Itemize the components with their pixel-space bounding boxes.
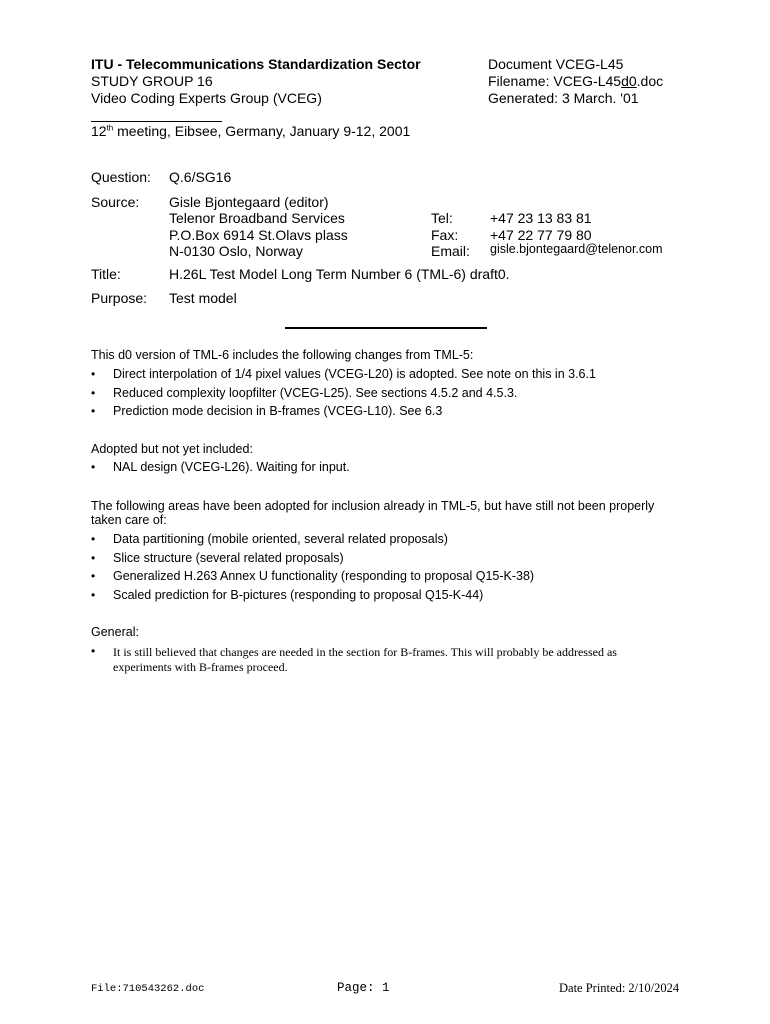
footer-file: File:710543262.doc (91, 983, 205, 995)
email-value: gisle.bjontegaard@telenor.com (490, 242, 663, 256)
source-line: P.O.Box 6914 St.Olavs plass (169, 227, 348, 243)
bullet-icon: • (91, 460, 96, 474)
meeting-ordinal: th (106, 123, 114, 133)
filename-underlined: d0 (621, 73, 637, 89)
title-value: H.26L Test Model Long Term Number 6 (TML-6) draft0. (169, 266, 510, 282)
study-group: STUDY GROUP 16 (91, 73, 213, 89)
bullet-icon: • (91, 532, 96, 546)
header-rule (91, 121, 222, 122)
bullet-icon: • (91, 367, 96, 381)
filename-suffix: .doc (636, 73, 664, 89)
question-value: Q.6/SG16 (169, 169, 232, 185)
list-item: Generalized H.263 Annex U functionality (responding to proposal Q15-K-38) (113, 569, 535, 583)
bullet-icon: • (91, 404, 96, 418)
bullet-icon: • (91, 588, 96, 602)
document-id: Document VCEG-L45 (488, 56, 624, 72)
tel-value: +47 23 13 83 81 (490, 210, 592, 226)
source-line: N-0130 Oslo, Norway (169, 243, 303, 259)
general-text-cont: experiments with B-frames proceed. (113, 660, 288, 674)
bullet-icon: • (91, 569, 96, 583)
fax-label: Fax: (431, 227, 459, 243)
purpose-label: Purpose: (91, 290, 148, 306)
list-item: Scaled prediction for B-pictures (responding to proposal Q15-K-44) (113, 588, 484, 602)
footer-date: Date Printed: 2/10/2024 (559, 981, 680, 995)
list-item: Prediction mode decision in B-frames (VCEG-L10). See 6.3 (113, 404, 443, 418)
bullet-icon: • (91, 551, 96, 565)
separator-rule (285, 327, 487, 329)
footer-page: Page: 1 (337, 981, 390, 995)
list-item: Data partitioning (mobile oriented, several related proposals) (113, 532, 448, 546)
purpose-value: Test model (169, 290, 237, 306)
meeting-line (91, 123, 410, 140)
email-label: Email: (431, 243, 470, 259)
areas-intro: The following areas have been adopted for inclusion already in TML-5, but have still not been properly (91, 499, 655, 513)
org-name: ITU - Telecommunications Standardization Sector (91, 56, 421, 72)
question-label: Question: (91, 169, 151, 185)
source-line: Gisle Bjontegaard (editor) (169, 194, 329, 210)
general-text: It is still believed that changes are needed in the section for B-frames. This will probably be addressed as (113, 645, 617, 659)
list-item: Reduced complexity loopfilter (VCEG-L25). See sections 4.5.2 and 4.5.3. (113, 386, 518, 400)
meeting-number: 12 (91, 123, 107, 139)
list-item: Direct interpolation of 1/4 pixel values (VCEG-L20) is adopted. See note on this in 3.6.1 (113, 367, 596, 381)
bullet-icon: • (91, 644, 96, 658)
source-label: Source: (91, 194, 140, 210)
meeting-details: meeting, Eibsee, Germany, January 9-12, 2001 (113, 123, 411, 139)
areas-intro-cont: taken care of: (91, 513, 167, 527)
filename-prefix: Filename: VCEG-L45 (488, 73, 622, 89)
list-item: NAL design (VCEG-L26). Waiting for input. (113, 460, 350, 474)
general-intro: General: (91, 625, 139, 639)
tel-label: Tel: (431, 210, 453, 226)
changes-intro: This d0 version of TML-6 includes the following changes from TML-5: (91, 348, 474, 362)
title-label: Title: (91, 266, 121, 282)
adopted-intro: Adopted but not yet included: (91, 442, 253, 456)
filename (488, 73, 663, 90)
fax-value: +47 22 77 79 80 (490, 227, 592, 243)
group-name: Video Coding Experts Group (VCEG) (91, 90, 322, 106)
source-line: Telenor Broadband Services (169, 210, 345, 226)
bullet-icon: • (91, 386, 96, 400)
generated-date: Generated: 3 March. '01 (488, 90, 639, 106)
list-item: Slice structure (several related proposals) (113, 551, 344, 565)
